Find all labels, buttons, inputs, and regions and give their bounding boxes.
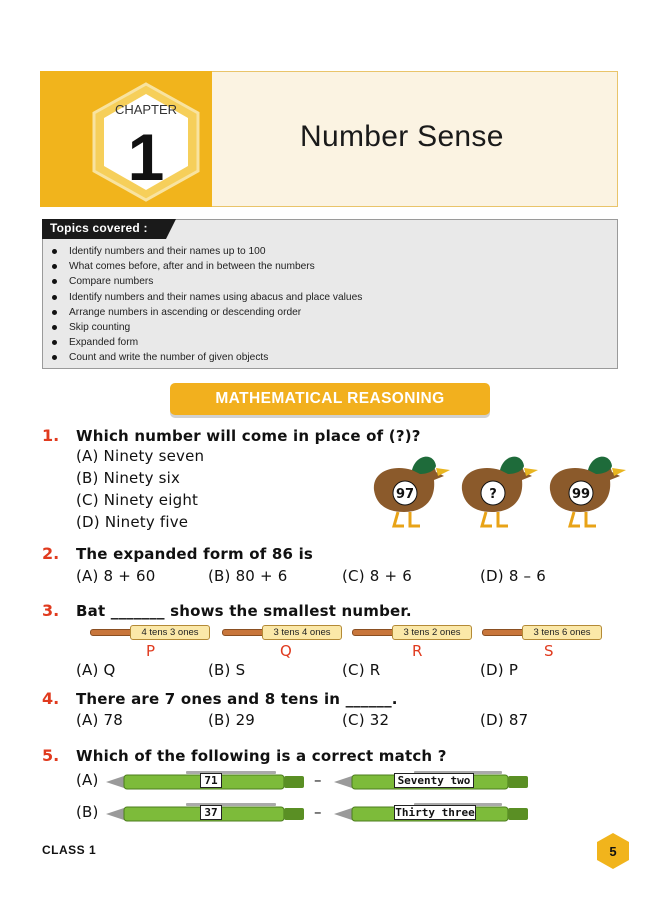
list-item: Arrange numbers in ascending or descending order	[50, 305, 362, 320]
bat-letter: S	[544, 642, 554, 660]
duck-number: 97	[395, 487, 415, 502]
footer-class-label: CLASS 1	[42, 843, 97, 857]
bat-letter: P	[146, 642, 156, 660]
page-number-badge	[596, 832, 630, 870]
pen-number-label: 71	[200, 773, 222, 788]
question-text: The expanded form of 86 is	[76, 545, 314, 563]
option-b[interactable]: (B) S	[208, 661, 246, 679]
question-number: 3.	[42, 601, 60, 620]
bat-r	[352, 625, 472, 639]
option-a[interactable]: (A) 8 + 60	[76, 567, 156, 585]
chapter-hexagon-badge	[86, 80, 206, 204]
page-number: 5	[609, 844, 617, 859]
section-title: MATHEMATICAL REASONING	[170, 383, 490, 415]
option-c[interactable]: (C) R	[342, 661, 381, 679]
chapter-title: Number Sense	[300, 120, 504, 153]
bat-label: 4 tens 3 ones	[130, 625, 210, 640]
option-a[interactable]: (A) Ninety seven	[76, 447, 205, 465]
bat-letter: Q	[280, 642, 292, 660]
option-b[interactable]: (B) 80 + 6	[208, 567, 288, 585]
pen-words-label: Seventy two	[394, 773, 474, 788]
bat-p	[90, 625, 210, 639]
match-dash: –	[314, 803, 322, 821]
option-a[interactable]: (A)	[76, 771, 99, 789]
topics-list	[50, 244, 362, 366]
question-number: 5.	[42, 746, 60, 765]
question-number: 1.	[42, 426, 60, 445]
question-text: Which of the following is a correct match ?	[76, 747, 447, 765]
list-item: Identify numbers and their names using abacus and place values	[50, 290, 362, 305]
list-item: Identify numbers and their names up to 100	[50, 244, 362, 259]
question-number: 2.	[42, 544, 60, 563]
duck-number: 99	[571, 487, 591, 502]
option-b[interactable]: (B) 29	[208, 711, 256, 729]
topics-heading: Topics covered :	[50, 221, 148, 235]
list-item: Count and write the number of given objects	[50, 350, 362, 365]
list-item: What comes before, after and in between the numbers	[50, 259, 362, 274]
option-c[interactable]: (C) Ninety eight	[76, 491, 199, 509]
bat-label: 3 tens 4 ones	[262, 625, 342, 640]
bat-q	[222, 625, 342, 639]
pen-words-label: Thirty three	[395, 806, 475, 819]
question-number: 4.	[42, 689, 60, 708]
chapter-label: CHAPTER	[114, 102, 178, 117]
bat-letter: R	[412, 642, 423, 660]
question-text: Bat _______ shows the smallest number.	[76, 602, 412, 620]
duck-number: ?	[489, 487, 497, 502]
question-text: There are 7 ones and 8 tens in ______.	[76, 690, 398, 708]
list-item: Expanded form	[50, 335, 362, 350]
option-c[interactable]: (C) 8 + 6	[342, 567, 412, 585]
option-d[interactable]: (D) 87	[480, 711, 529, 729]
option-a[interactable]: (A) 78	[76, 711, 124, 729]
list-item: Compare numbers	[50, 274, 362, 289]
option-d[interactable]: (D) P	[480, 661, 519, 679]
list-item: Skip counting	[50, 320, 362, 335]
option-b[interactable]: (B) Ninety six	[76, 469, 181, 487]
option-d[interactable]: (D) Ninety five	[76, 513, 189, 531]
match-dash: –	[314, 771, 322, 789]
chapter-number: 1	[127, 120, 165, 194]
option-c[interactable]: (C) 32	[342, 711, 390, 729]
ducks-illustration	[364, 450, 628, 532]
question-text: Which number will come in place of (?)?	[76, 427, 421, 445]
option-b[interactable]: (B)	[76, 803, 99, 821]
bat-s	[482, 625, 602, 639]
pen-number-label: 37	[200, 805, 222, 820]
option-d[interactable]: (D) 8 – 6	[480, 567, 546, 585]
option-a[interactable]: (A) Q	[76, 661, 116, 679]
bat-label: 3 tens 2 ones	[392, 625, 472, 640]
bat-label: 3 tens 6 ones	[522, 625, 602, 640]
